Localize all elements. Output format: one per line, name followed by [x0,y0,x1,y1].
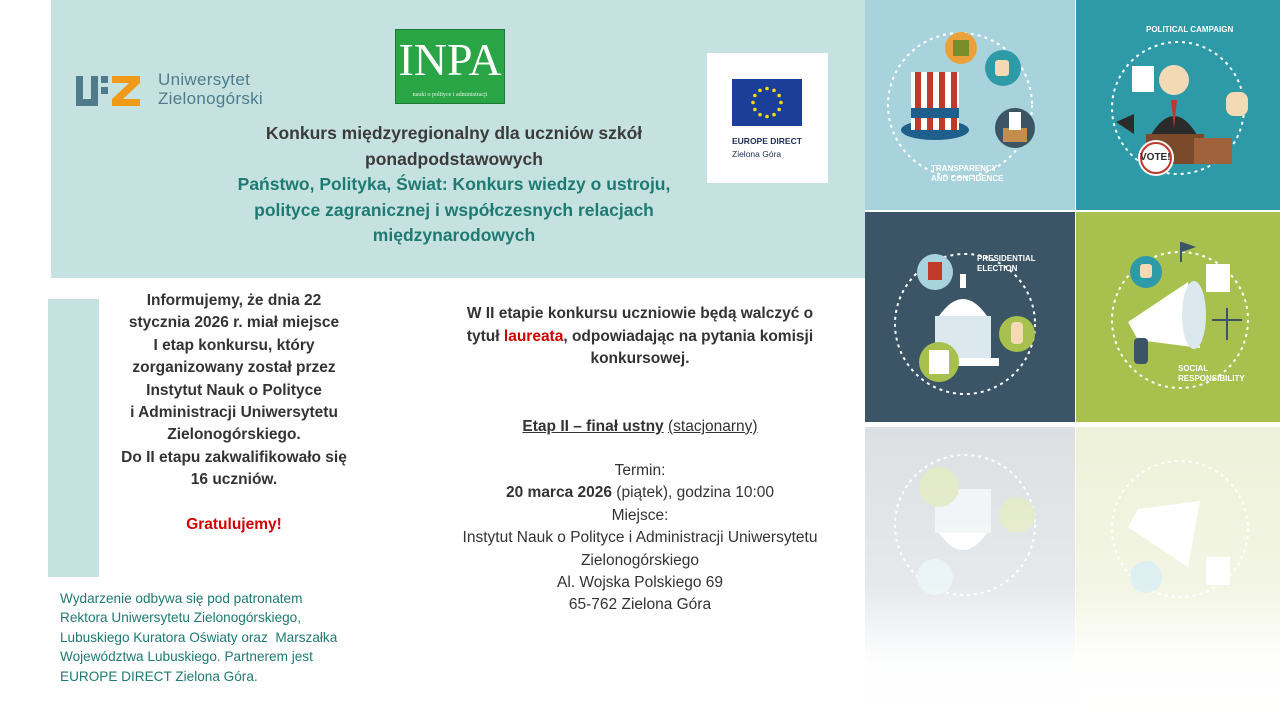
uz-mark-icon [76,72,142,110]
tile4-caption-line: SOCIAL [1178,364,1209,373]
patronage-line: EUROPE DIRECT Zielona Góra. [60,668,258,684]
subtitle-line-1: Państwo, Polityka, Świat: Konkurs wiedzy o ustroju, [237,174,671,194]
tile1-caption-line: TRANSPARENCY [931,164,998,173]
stage-desc-line-1: W II etapie konkursu uczniowie będą walczyć o [466,305,814,322]
uz-logo [76,70,276,114]
eu-star-icon [779,101,783,105]
tile4-caption-line: RESPONSIBILITY [1178,374,1245,383]
stage-desc-line-3: konkursowej. [590,350,690,367]
stage-label: Etap II – finał ustny [522,418,664,435]
info-line: Do II etapu zakwalifikowało się [121,448,347,466]
tile-presidential-election [865,212,1075,422]
info-line: Instytut Nauk o Polityce [146,381,322,399]
desc-post: , odpowiadając na pytania komisji [563,327,814,345]
europe-direct-logo [707,53,828,183]
europe-direct-title: EUROPE DIRECT [732,136,802,146]
info-line: 16 uczniów. [190,471,278,489]
stage-heading [440,416,840,438]
info-line: i Administracji Uniwersytetu [130,404,338,422]
event-details [420,460,860,617]
eu-star-icon [753,94,757,98]
stage-description [440,303,840,371]
tile2-caption: POLITICAL CAMPAIGN [1146,25,1234,34]
eu-star-icon [758,113,762,117]
termin-label: Termin: [614,462,666,479]
eu-star-icon [777,94,781,98]
eu-flag-icon [732,79,802,126]
megaphone-icon [1076,212,1280,422]
tile4-caption [1178,364,1245,384]
eu-star-icon [758,89,762,93]
tile-social-responsibility [1076,212,1280,422]
tile-transparency [865,0,1075,210]
info-line: Zielonogórskiego. [167,426,301,444]
patronage-line: Rektora Uniwersytetu Zielonogórskiego, [60,610,302,626]
uz-line1: Uniwersytet [158,70,251,89]
info-line: stycznia 2026 r. miał miejsce [128,314,340,332]
event-date [420,482,860,504]
tile1-caption-line: AND CONFIDENCE [931,174,1004,183]
inpa-wordmark: INPA [398,34,502,85]
tile3-caption [977,254,1036,274]
desc-pre: tytuł [466,327,504,345]
subtitle-line-2: polityce zagranicznej i współczesnych relacjach [254,199,654,220]
eu-star-icon [772,89,776,93]
tile3-caption-line: PRESIDENTIAL [977,254,1036,263]
address-line-1: Al. Wojska Polskiego 69 [557,574,723,592]
info-line: Informujemy, że dnia 22 [146,292,322,309]
address-line-2: 65-762 Zielona Góra [568,596,712,614]
info-line: zorganizowany został przez [132,359,336,377]
patronage-note [60,589,370,686]
stage-mode: (stacjonarny) [667,418,758,435]
eu-star-icon [765,115,769,119]
tile3-caption-line: ELECTION [977,264,1018,273]
eu-star-icon [751,101,755,105]
announcement [108,290,360,536]
reflection-fade [865,425,1280,720]
subtitle-line-3: międzynarodowych [372,225,536,245]
laureate-highlight: laureata [503,327,564,345]
title-line-1: Konkurs międzyregionalny dla uczniów szkół [265,123,643,143]
patronage-line: Wydarzenie odbywa się pod patronatem [60,591,303,606]
inpa-tagline: nauki o polityce i administracji [412,92,488,98]
eu-star-icon [777,108,781,112]
eu-star-icon [753,108,757,112]
congratulations: Gratulujemy! [186,515,282,533]
uz-wordmark [158,70,263,108]
place-line-2: Zielonogórskiego [580,551,700,569]
stage-desc-line-2 [440,326,840,349]
inpa-logo [395,29,505,104]
place-label: Miejsce: [611,506,669,524]
title-line-2: ponadpodstawowych [365,148,543,169]
capitol-icon [865,212,1075,422]
europe-direct-subtitle: Zielona Góra [732,149,782,159]
uz-line2: Zielonogórski [158,89,264,108]
page-title [210,121,698,249]
patronage-line: Lubuskiego Kuratora Oświaty oraz Marszałka [60,629,338,645]
tile1-caption [931,164,1003,184]
eu-star-icon [765,87,769,91]
date-bold: 20 marca 2026 [505,484,612,502]
patronage-line: Województwa Lubuskiego. Partnerem jest [60,649,313,665]
tile-political-campaign [1076,0,1280,210]
info-line: I etap konkursu, który [153,336,315,354]
place-line-1: Instytut Nauk o Polityce i Administracji Uniwersytetu [462,529,818,547]
eu-star-icon [772,113,776,117]
vote-badge: VOTE! [1140,152,1171,163]
date-rest: (piątek), godzina 10:00 [612,484,774,502]
left-accent-bar [48,299,99,577]
